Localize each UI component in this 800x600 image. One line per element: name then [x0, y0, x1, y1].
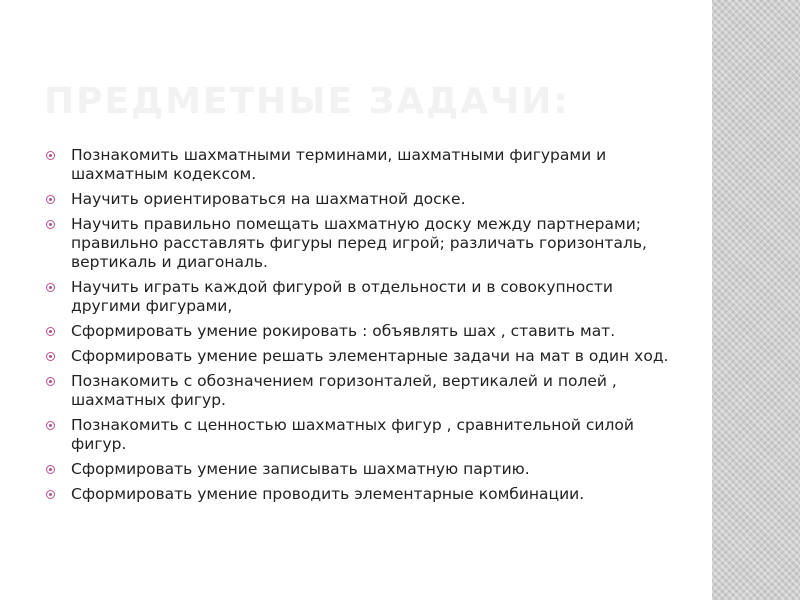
- bullet-item: [44, 485, 684, 504]
- circle-dot-icon: [46, 465, 55, 474]
- slide-title: ПРЕДМЕТНЫЕ ЗАДАЧИ:: [44, 81, 570, 122]
- circle-dot-icon: [46, 377, 55, 386]
- circle-dot-icon: [46, 151, 55, 160]
- bullet-text: Сформировать умение решать элементарные задачи на мат в один ход.: [71, 347, 669, 365]
- bullet-text: Научить ориентироваться на шахматной доске.: [71, 190, 466, 208]
- bullet-text: Сформировать умение проводить элементарные комбинации.: [71, 485, 585, 503]
- circle-dot-icon: [46, 283, 55, 292]
- bullet-text: Познакомить шахматными терминами, шахматными фигурами и шахматным кодексом.: [71, 146, 607, 183]
- bullet-item: [44, 322, 684, 341]
- bullet-item: [44, 146, 684, 184]
- bullet-item: [44, 190, 684, 209]
- bullet-text: Познакомить с обозначением горизонталей, вертикалей и полей , шахматных фигур.: [71, 372, 617, 409]
- circle-dot-icon: [46, 421, 55, 430]
- bullet-item: [44, 416, 684, 454]
- circle-dot-icon: [46, 195, 55, 204]
- bullet-text: Познакомить с ценностью шахматных фигур , сравнительной силой фигур.: [71, 416, 634, 453]
- bullet-text: Сформировать умение записывать шахматную партию.: [71, 460, 530, 478]
- bullet-item: [44, 372, 684, 410]
- circle-dot-icon: [46, 352, 55, 361]
- circle-dot-icon: [46, 327, 55, 336]
- bullet-item: [44, 460, 684, 479]
- bullet-text: Научить играть каждой фигурой в отдельности и в совокупности другими фигурами,: [71, 278, 613, 315]
- bullet-item: [44, 278, 684, 316]
- bullet-text: Сформировать умение рокировать : объявлять шах , ставить мат.: [71, 322, 616, 340]
- bullet-item: [44, 215, 684, 272]
- bullet-item: [44, 347, 684, 366]
- bullet-list: [44, 146, 684, 510]
- circle-dot-icon: [46, 490, 55, 499]
- circle-dot-icon: [46, 220, 55, 229]
- decorative-side-band: [712, 0, 800, 600]
- bullet-text: Научить правильно помещать шахматную доску между партнерами; правильно расставлять фигуры перед игрой; различать горизонталь, вертикаль и диагональ.: [71, 215, 647, 271]
